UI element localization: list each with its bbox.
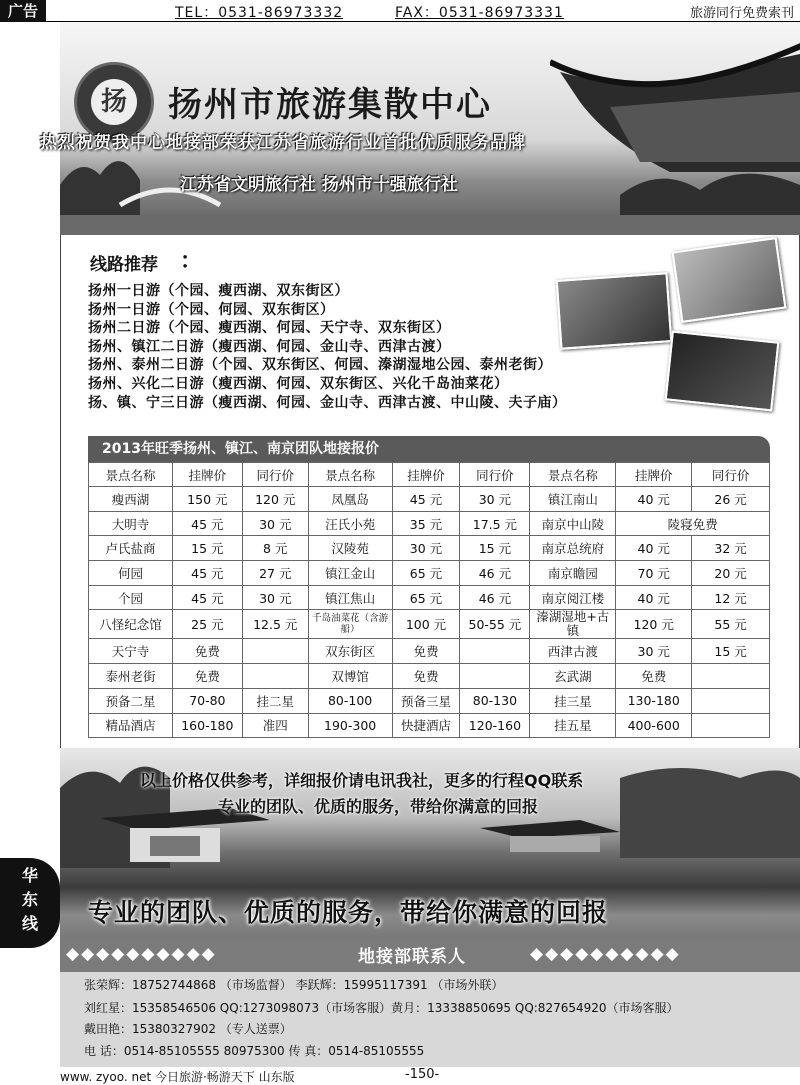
table-row — [89, 511, 770, 536]
table-row — [89, 536, 770, 561]
table-cell: 55 元 — [692, 610, 770, 639]
region-side-tab — [0, 858, 60, 948]
table-cell: 100 元 — [392, 610, 460, 639]
table-cell: 8 元 — [242, 536, 308, 561]
tel-number: TEL：0531-86973332 — [175, 5, 344, 21]
table-cell: 南京阅江楼 — [530, 585, 616, 610]
route-item: 扬州一日游（个园、何园、双东街区） — [88, 301, 335, 318]
table-cell: 南京总统府 — [530, 536, 616, 561]
table-cell: 400-600 — [616, 713, 692, 738]
magazine-label: 旅游同行免费索刊 — [689, 6, 794, 21]
contact-line: 电 话：0514-85105555 80975300 传 真：0514-85105555 — [84, 1044, 425, 1058]
table-cell: 46 元 — [460, 561, 530, 586]
table-cell: 80-100 — [308, 688, 392, 713]
table-cell: 天宁寺 — [89, 639, 173, 664]
table-cell: 陵寝免费 — [616, 511, 770, 536]
routes-title: 线路推荐 — [90, 255, 158, 275]
table-cell: 溱湖湿地+古镇 — [530, 610, 616, 639]
table-cell: 卢氏盐商 — [89, 536, 173, 561]
table-header-cell: 挂牌价 — [392, 463, 460, 487]
table-cell — [692, 688, 770, 713]
table-cell: 12.5 元 — [242, 610, 308, 639]
table-cell: 25 元 — [172, 610, 242, 639]
contact-title: 地接部联系人 — [358, 947, 466, 967]
table-cell: 17.5 元 — [460, 511, 530, 536]
table-cell: 120-160 — [460, 713, 530, 738]
top-strip — [0, 0, 800, 22]
table-cell: 南京瞻园 — [530, 561, 616, 586]
route-item: 扬州二日游（个园、瘦西湖、何园、天宁寺、双东街区） — [88, 320, 451, 337]
routes-colon: ： — [180, 249, 203, 274]
contact-line: 刘红星：15358546506 QQ:1273098073（市场客服）黄月：13338850695 QQ:827654920（市场客服） — [84, 1001, 679, 1015]
logo-emblem: 扬 — [91, 79, 137, 125]
route-item: 扬州一日游（个园、瘦西湖、双东街区） — [88, 283, 349, 299]
table-cell: 40 元 — [616, 487, 692, 512]
table-cell: 八怪纪念馆 — [89, 610, 173, 639]
table-cell: 70 元 — [616, 561, 692, 586]
table-header-cell: 景点名称 — [530, 463, 616, 487]
table-cell: 预备三星 — [392, 688, 460, 713]
side-tab-char: 线 — [21, 914, 38, 933]
table-header-row — [89, 463, 770, 487]
table-cell: 免费 — [392, 639, 460, 664]
table-cell: 泰州老街 — [89, 664, 173, 689]
table-cell: 15 元 — [172, 536, 242, 561]
table-cell: 20 元 — [692, 561, 770, 586]
table-row — [89, 664, 770, 689]
route-item: 扬州、兴化二日游（瘦西湖、何园、双东街区、兴化千岛油菜花） — [88, 375, 509, 392]
table-cell: 镇江焦山 — [308, 585, 392, 610]
price-note: 以上价格仅供参考，详细报价请电讯我社，更多的行程QQ联系 — [140, 771, 584, 790]
table-header-cell: 同行价 — [460, 463, 530, 487]
table-cell: 120 元 — [242, 487, 308, 512]
table-cell — [242, 664, 308, 689]
table-cell: 千岛油菜花（含游船） — [308, 610, 392, 639]
table-header-cell: 同行价 — [692, 463, 770, 487]
table-cell: 免费 — [616, 664, 692, 689]
table-row — [89, 713, 770, 738]
table-cell: 汉陵苑 — [308, 536, 392, 561]
table-cell: 45 元 — [172, 511, 242, 536]
table-cell: 80-130 — [460, 688, 530, 713]
footer-site: www. zyoo. net 今日旅游·畅游天下 山东版 — [60, 1070, 295, 1084]
table-cell: 27 元 — [242, 561, 308, 586]
table-cell: 大明寺 — [89, 511, 173, 536]
table-cell: 15 元 — [460, 536, 530, 561]
contact-panel — [60, 972, 800, 1067]
table-cell: 45 元 — [172, 561, 242, 586]
table-cell: 50-55 元 — [460, 610, 530, 639]
table-row — [89, 610, 770, 639]
table-header-cell: 景点名称 — [308, 463, 392, 487]
table-cell: 30 元 — [242, 585, 308, 610]
table-cell: 双博馆 — [308, 664, 392, 689]
table-cell: 45 元 — [392, 487, 460, 512]
table-cell: 30 元 — [242, 511, 308, 536]
table-cell: 70-80 — [172, 688, 242, 713]
photo-night-scene — [665, 331, 780, 412]
photo-pavilion — [556, 272, 673, 350]
table-cell — [692, 664, 770, 689]
table-row — [89, 585, 770, 610]
route-item: 扬、镇、宁三日游（瘦西湖、何园、金山寺、西津古渡、中山陵、夫子庙） — [88, 394, 567, 411]
table-cell: 西津古渡 — [530, 639, 616, 664]
table-cell: 40 元 — [616, 585, 692, 610]
table-cell: 32 元 — [692, 536, 770, 561]
table-cell: 35 元 — [392, 511, 460, 536]
table-cell: 个园 — [89, 585, 173, 610]
table-cell — [242, 639, 308, 664]
route-list — [88, 282, 567, 412]
table-cell: 挂二星 — [242, 688, 308, 713]
service-tagline: 专业的团队、优质的服务，带给你满意的回报 — [218, 797, 539, 816]
table-row — [89, 561, 770, 586]
ad-tag: 广告 — [0, 0, 46, 22]
table-cell: 快捷酒店 — [392, 713, 460, 738]
photo-building — [672, 237, 787, 323]
diamond-decoration-left: ◆◆◆◆◆◆◆◆◆◆ — [66, 944, 217, 964]
table-row — [89, 688, 770, 713]
table-cell: 120 元 — [616, 610, 692, 639]
table-cell: 玄武湖 — [530, 664, 616, 689]
table-cell: 镇江南山 — [530, 487, 616, 512]
table-header-cell: 挂牌价 — [172, 463, 242, 487]
table-row — [89, 639, 770, 664]
price-table — [88, 462, 770, 738]
slogan: 专业的团队、优质的服务，带给你满意的回报 — [88, 898, 609, 927]
honors-line: 江苏省文明旅行社 扬州市十强旅行社 — [180, 175, 458, 195]
table-cell: 汪氏小苑 — [308, 511, 392, 536]
table-header-cell: 景点名称 — [89, 463, 173, 487]
table-cell: 精品酒店 — [89, 713, 173, 738]
page-number: -150- — [405, 1067, 440, 1082]
table-cell: 45 元 — [172, 585, 242, 610]
table-cell: 瘦西湖 — [89, 487, 173, 512]
table-cell: 何园 — [89, 561, 173, 586]
table-cell: 65 元 — [392, 561, 460, 586]
contact-line: 戴田艳：15380327902 （专人送票） — [84, 1022, 292, 1036]
table-cell: 190-300 — [308, 713, 392, 738]
table-cell — [460, 639, 530, 664]
table-cell: 65 元 — [392, 585, 460, 610]
route-item: 扬州、镇江二日游（瘦西湖、何园、金山寺、西津古渡） — [88, 338, 451, 355]
table-cell: 40 元 — [616, 536, 692, 561]
table-cell: 挂三星 — [530, 688, 616, 713]
table-header-cell: 挂牌价 — [616, 463, 692, 487]
table-cell: 免费 — [172, 664, 242, 689]
congrats-banner: 热烈祝贺我中心地接部荣获江苏省旅游行业首批优质服务品牌 — [40, 133, 526, 153]
brand-title: 扬州市旅游集散中心 — [168, 85, 492, 125]
table-cell: 免费 — [392, 664, 460, 689]
diamond-decoration-right: ◆◆◆◆◆◆◆◆◆◆ — [530, 944, 681, 964]
fax-number: FAX：0531-86973331 — [395, 5, 564, 21]
contact-line: 张荣辉：18752744868 （市场监督） 李跃辉：15995117391 （市场外联） — [84, 978, 504, 992]
table-cell: 双东街区 — [308, 639, 392, 664]
table-cell: 准四 — [242, 713, 308, 738]
table-row — [89, 487, 770, 512]
side-tab-char: 华 — [21, 866, 38, 885]
table-cell: 30 元 — [616, 639, 692, 664]
table-cell: 30 元 — [392, 536, 460, 561]
table-cell: 160-180 — [172, 713, 242, 738]
table-cell — [460, 664, 530, 689]
table-cell: 镇江金山 — [308, 561, 392, 586]
route-item: 扬州、泰州二日游（个园、双东街区、何园、溱湖湿地公园、泰州老街） — [88, 357, 552, 374]
table-cell: 预备二星 — [89, 688, 173, 713]
table-cell: 46 元 — [460, 585, 530, 610]
table-cell: 30 元 — [460, 487, 530, 512]
table-cell: 南京中山陵 — [530, 511, 616, 536]
table-cell: 挂五星 — [530, 713, 616, 738]
table-cell: 凤凰岛 — [308, 487, 392, 512]
table-cell: 15 元 — [692, 639, 770, 664]
table-cell — [692, 713, 770, 738]
table-cell: 150 元 — [172, 487, 242, 512]
table-cell: 12 元 — [692, 585, 770, 610]
table-cell: 免费 — [172, 639, 242, 664]
side-tab-char: 东 — [21, 890, 38, 909]
price-table-title: 2013年旺季扬州、镇江、南京团队地接报价 — [88, 436, 770, 462]
table-cell: 130-180 — [616, 688, 692, 713]
table-cell: 26 元 — [692, 487, 770, 512]
table-header-cell: 同行价 — [242, 463, 308, 487]
